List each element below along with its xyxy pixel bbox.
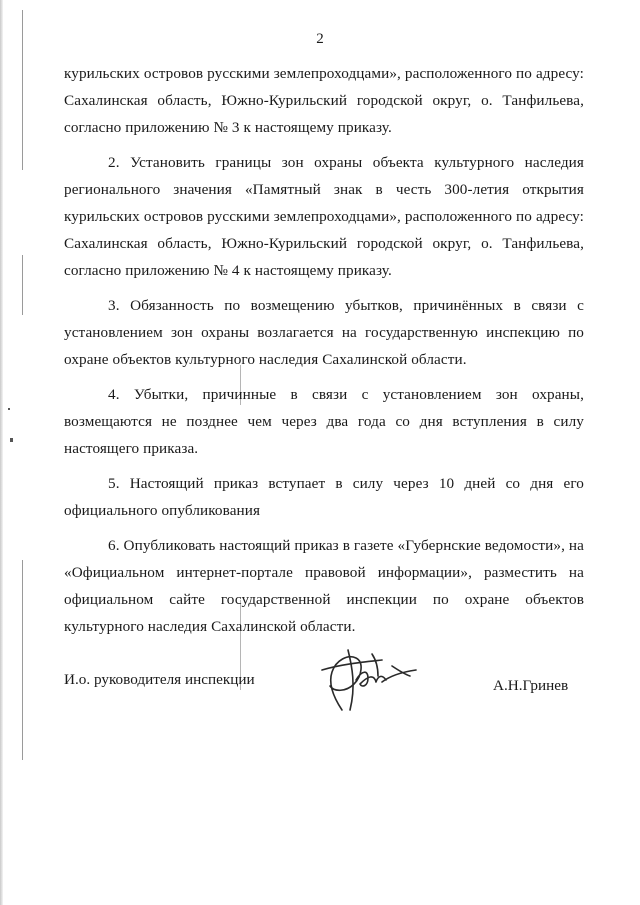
paragraph-4: 4. Убытки, причинные в связи с установлением зон охраны, возмещаются не позднее чем через два года со дня вступления в силу настоящего приказа.	[64, 386, 584, 457]
paragraph-continuation: курильских островов русскими землепроходцами», расположенного по адресу: Сахалинская область, Южно-Курильский городской округ, о. Танфильева, согласно приложению № 3 к настоящему приказу.	[64, 65, 584, 136]
handwritten-signature	[312, 640, 422, 716]
signatory-name: А.Н.Гринев	[493, 677, 569, 694]
scan-speck	[8, 408, 10, 410]
paragraph-3: 3. Обязанность по возмещению убытков, причинённых в связи с установлением зон охраны возлагается на государственную инспекцию по охране объектов культурного наследия Сахалинской области.	[64, 297, 584, 368]
scan-speck	[10, 438, 13, 442]
document-body	[64, 60, 584, 648]
paragraph-2: 2. Установить границы зон охраны объекта культурного наследия регионального значения «Памятный знак в честь 300-летия открытия курильских островов русскими землепроходцами», расположенного по адресу: Сахалинская область, Южно-Курильский городской округ, о. Танфильева, согласно приложению № 4 к настоящему приказу.	[64, 154, 584, 279]
scan-artifact-line	[22, 560, 23, 760]
paragraph-5: 5. Настоящий приказ вступает в силу через 10 дней со дня его официального опубликования	[64, 475, 584, 519]
scan-left-edge	[0, 0, 3, 905]
paragraph-6: 6. Опубликовать настоящий приказ в газете «Губернские ведомости», на «Официальном интернет-портале правовой информации», разместить на официальном сайте государственной инспекции по охране объектов культурного наследия Сахалинской области.	[64, 537, 584, 635]
scan-artifact-line	[22, 255, 23, 315]
page-number: 2	[316, 31, 324, 47]
signatory-position: И.о. руководителя инспекции	[64, 671, 255, 688]
